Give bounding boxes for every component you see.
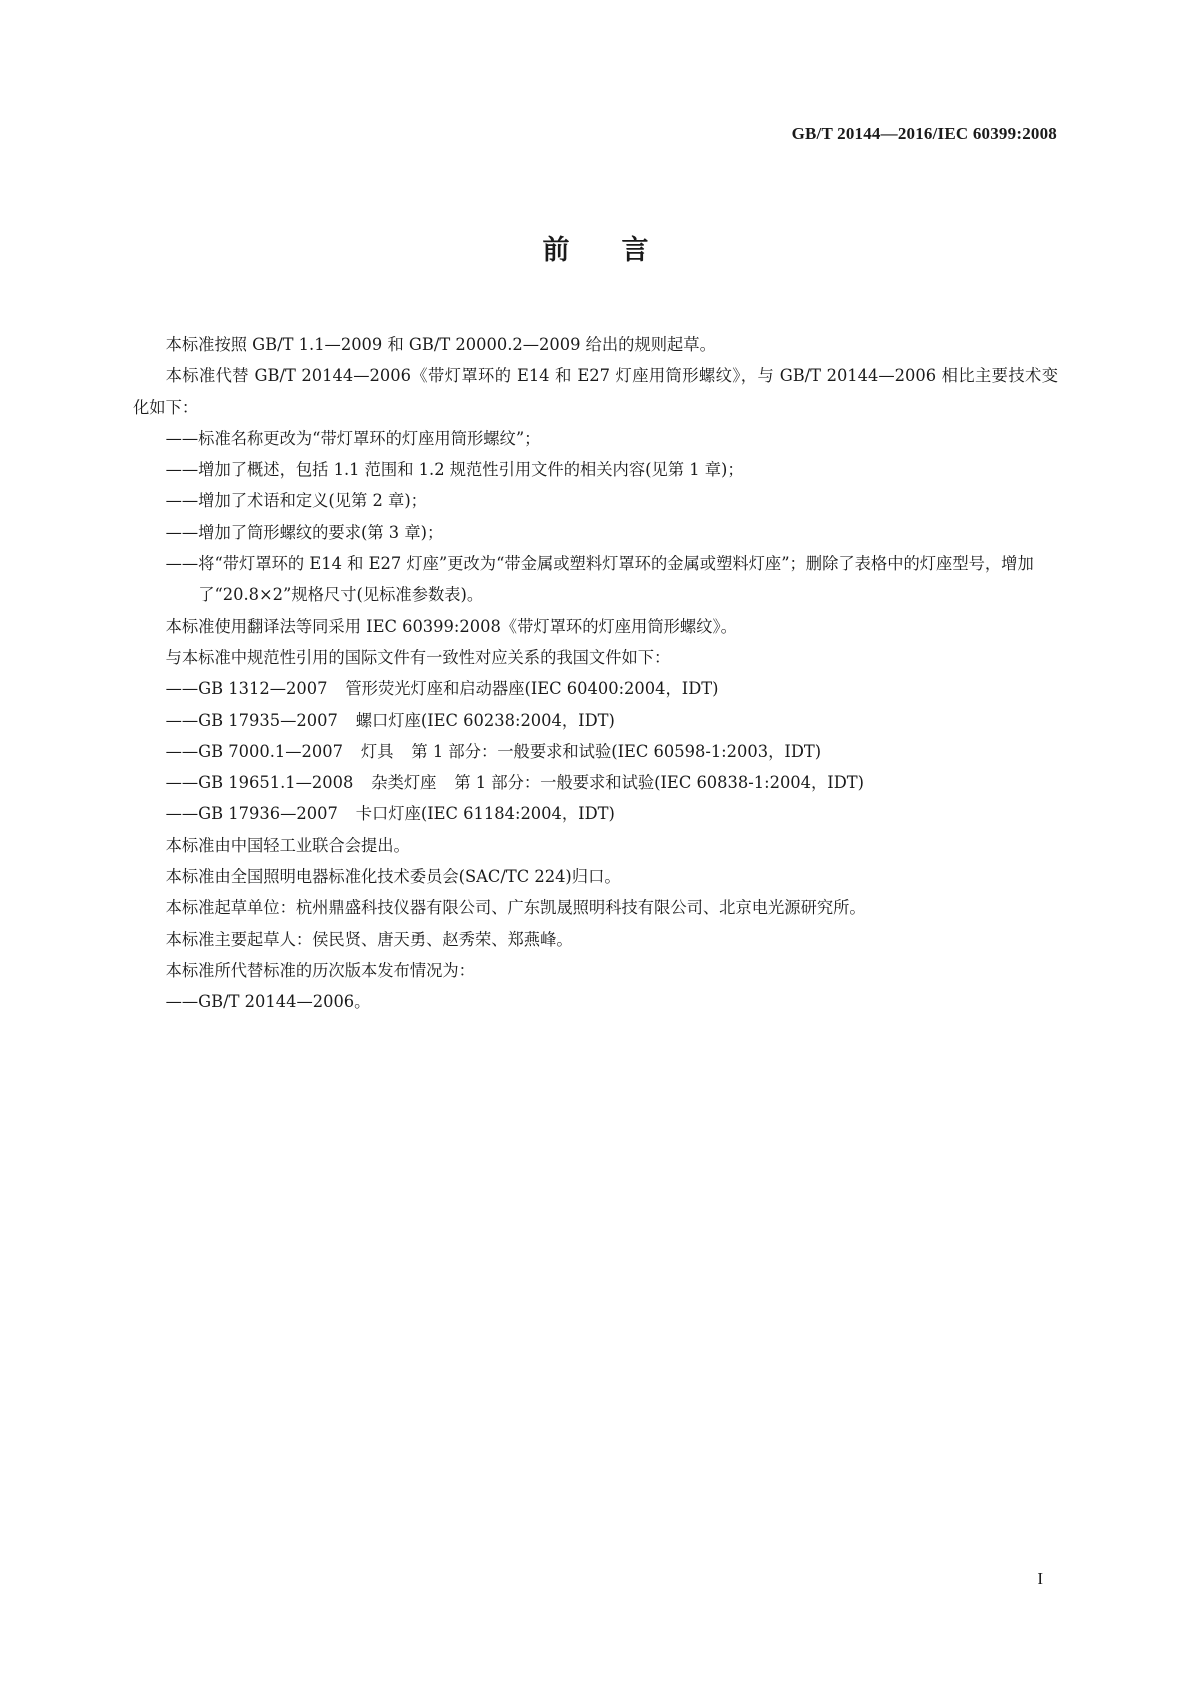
list-item-change: ——将“带灯罩环的 E14 和 E27 灯座”更改为“带金属或塑料灯罩环的金属或塑料灯座”；删除了表格中的灯座型号，增加了“20.8×2”规格尺寸(见标准参数表)。	[165, 554, 1034, 605]
reference-code: ——GB 19651.1—2008	[165, 773, 354, 793]
list-item-history: ——GB/T 20144—2006。	[165, 992, 371, 1012]
reference-title: 杂类灯座	[371, 773, 437, 793]
reference-title: 卡口灯座(IEC 61184:2004，IDT)	[355, 804, 615, 824]
list-item-change: ——标准名称更改为“带灯罩环的灯座用筒形螺纹”；	[165, 428, 541, 448]
standard-number: GB/T 20144—2016/IEC 60399:2008	[791, 124, 1057, 143]
reference-title: 灯具	[360, 741, 394, 761]
reference-code: ——GB 17936—2007	[165, 804, 338, 824]
list-item-reference	[133, 767, 1058, 798]
list-item-reference	[133, 673, 1058, 704]
paragraph-replacement: 本标准代替 GB/T 20144—2006《带灯罩环的 E14 和 E27 灯座用筒形螺纹》，与 GB/T 20144—2006 相比主要技术变化如下：	[133, 366, 1058, 417]
page-title: 前言	[542, 235, 701, 266]
paragraph-history-intro: 本标准所代替标准的历次版本发布情况为：	[165, 960, 475, 980]
reference-title: 螺口灯座(IEC 60238:2004，IDT)	[355, 710, 615, 730]
paragraph-committee: 本标准由全国照明电器标准化技术委员会(SAC/TC 224)归口。	[165, 867, 621, 887]
page-number: I	[1037, 1569, 1043, 1588]
list-item-change: ——增加了术语和定义(见第 2 章)；	[165, 491, 427, 511]
document-body	[133, 329, 1058, 1018]
paragraph-adoption: 本标准使用翻译法等同采用 IEC 60399:2008《带灯罩环的灯座用筒形螺纹》。	[165, 616, 737, 636]
paragraph-references-intro: 与本标准中规范性引用的国际文件有一致性对应关系的我国文件如下：	[165, 647, 671, 667]
paragraph-drafting-units: 本标准起草单位：杭州鼎盛科技仪器有限公司、广东凯晟照明科技有限公司、北京电光源研究所。	[165, 898, 866, 918]
paragraph-proposer: 本标准由中国轻工业联合会提出。	[165, 835, 410, 855]
reference-part: 第 1 部分：一般要求和试验(IEC 60598-1:2003，IDT)	[411, 741, 822, 761]
reference-code: ——GB 7000.1—2007	[165, 741, 343, 761]
reference-code: ——GB 1312—2007	[165, 679, 328, 699]
paragraph-drafters: 本标准主要起草人：侯民贤、唐天勇、赵秀荣、郑燕峰。	[165, 929, 573, 949]
list-item-reference	[133, 798, 1058, 829]
list-item-change: ——增加了筒形螺纹的要求(第 3 章)；	[165, 522, 444, 542]
list-item-reference	[133, 736, 1058, 767]
list-item-change: ——增加了概述，包括 1.1 范围和 1.2 规范性引用文件的相关内容(见第 1 章)；	[165, 460, 744, 480]
list-item-reference	[133, 705, 1058, 736]
reference-part: 第 1 部分：一般要求和试验(IEC 60838-1:2004，IDT)	[454, 773, 864, 793]
reference-code: ——GB 17935—2007	[165, 710, 338, 730]
paragraph-drafting-rules: 本标准按照 GB/T 1.1—2009 和 GB/T 20000.2—2009 给出的规则起草。	[165, 335, 716, 354]
reference-title: 管形荧光灯座和启动器座(IEC 60400:2004，IDT)	[345, 679, 719, 699]
